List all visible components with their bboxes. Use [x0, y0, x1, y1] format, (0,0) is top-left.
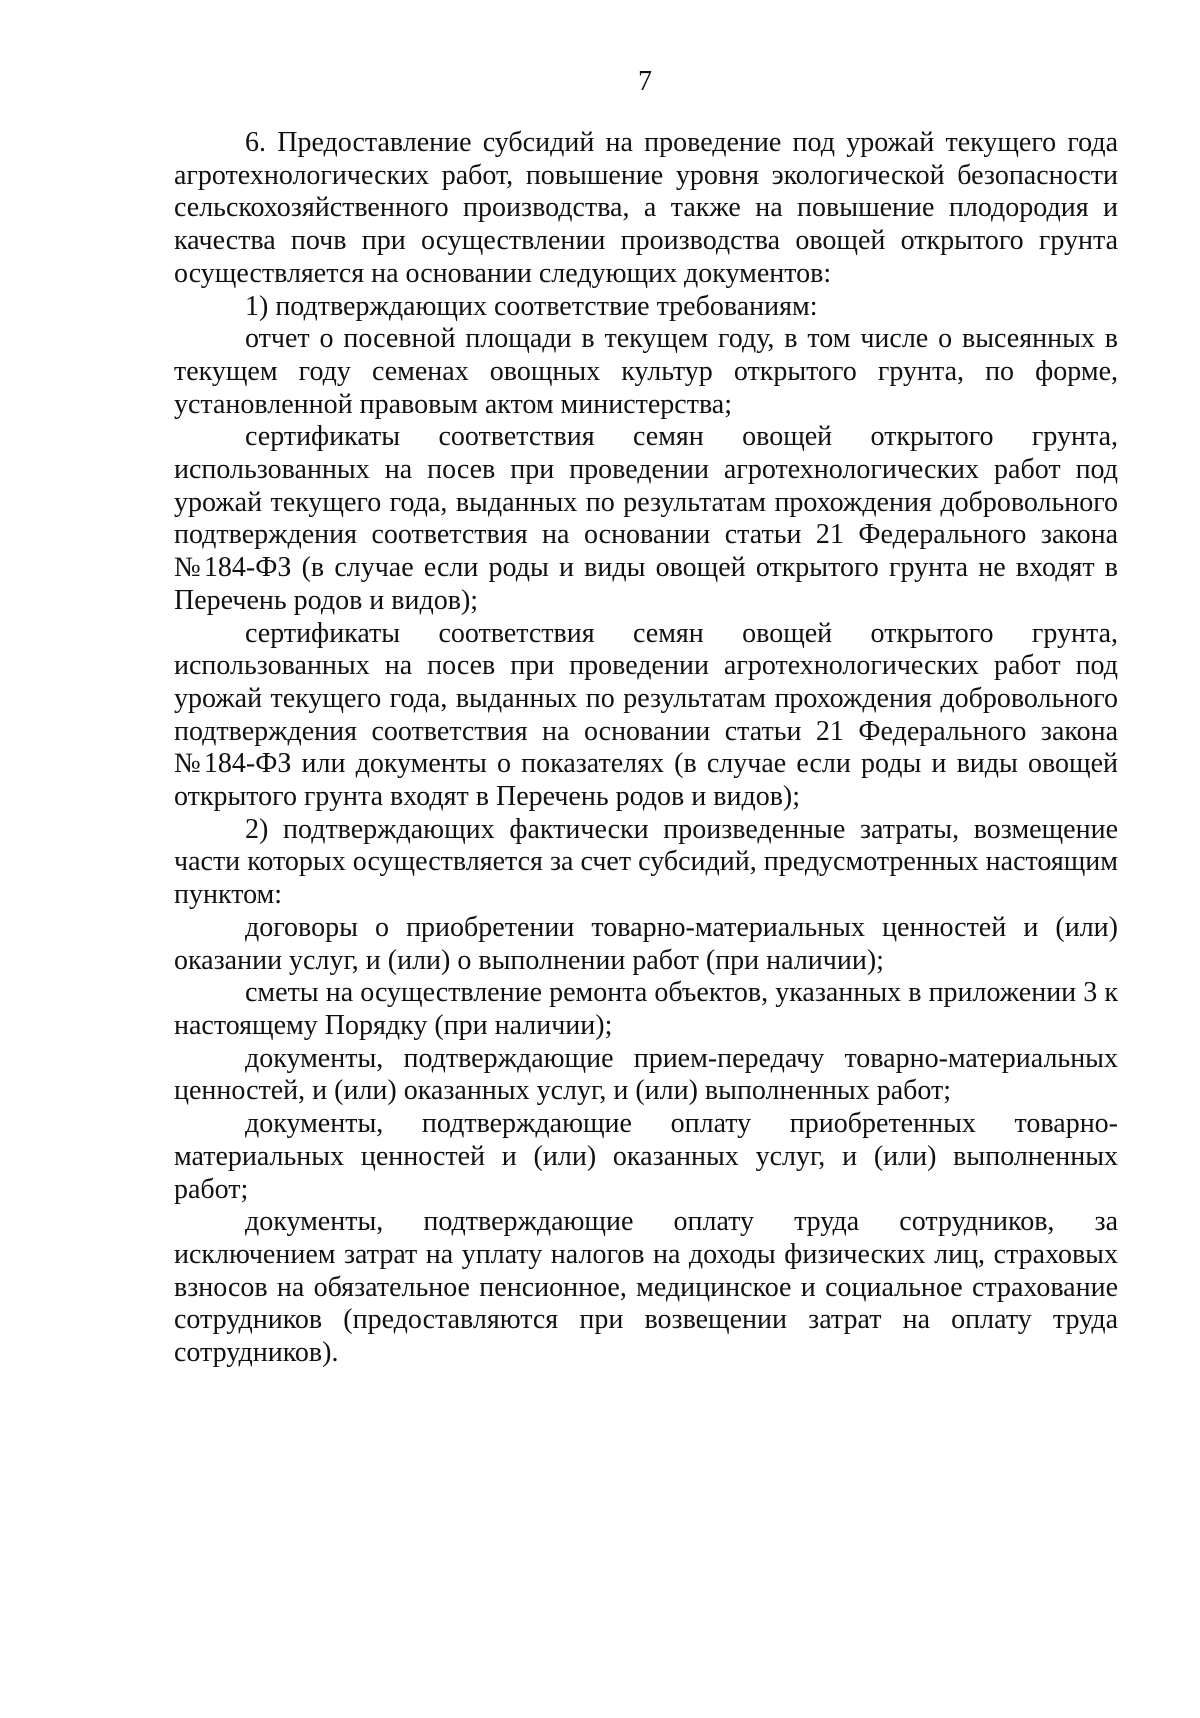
- paragraph-payment-documents: документы, подтверждающие оплату приобретенных товарно-материальных ценностей и (или) оказанных услуг, и (или) выполненных работ;: [174, 1108, 1118, 1205]
- paragraph-estimates: сметы на осуществление ремонта объектов, указанных в приложении 3 к настоящему Порядку (при наличии);: [174, 977, 1118, 1041]
- paragraph-acceptance-documents: документы, подтверждающие прием-передачу товарно-материальных ценностей, и (или) оказанных услуг, и (или) выполненных работ;: [174, 1042, 1118, 1107]
- paragraph-sowing-report: отчет о посевной площади в текущем году, в том числе о высеянных в текущем году семенах овощных культур открытого грунта, по форме, установленной правовым актом министерства;: [174, 323, 1118, 420]
- paragraph-intro: 6. Предоставление субсидий на проведение под урожай текущего года агротехнологических работ, повышение уровня экологической безопасности сельскохозяйственного производства, а также на повышение плодородия и качества почв при осуществлении производства овощей открытого грунта осуществляется на основании следующих документов:: [174, 127, 1118, 289]
- paragraph-certificates-not-listed: сертификаты соответствия семян овощей открытого грунта, использованных на посев при проведении агротехнологических работ под урожай текущего года, выданных по результатам прохождения добровольного подтверждения соответствия на основании статьи 21 Федерального закона №184-ФЗ (в случае если роды и виды овощей открытого грунта не входят в Перечень родов и видов);: [174, 421, 1118, 616]
- page-number: 7: [638, 66, 652, 97]
- paragraph-item-1: 1) подтверждающих соответствие требованиям:: [245, 290, 818, 322]
- document-body: [174, 127, 1118, 1370]
- paragraph-contracts: договоры о приобретении товарно-материальных ценностей и (или) оказании услуг, и (или) о выполнении работ (при наличии);: [174, 911, 1118, 976]
- paragraph-labor-payment-documents: документы, подтверждающие оплату труда сотрудников, за исключением затрат на уплату налогов на доходы физических лиц, страховых взносов на обязательное пенсионное, медицинское и социальное страхование сотрудников (предоставляются при возвещении затрат на оплату труда сотрудников).: [174, 1206, 1118, 1369]
- paragraph-certificates-listed: сертификаты соответствия семян овощей открытого грунта, использованных на посев при проведении агротехнологических работ под урожай текущего года, выданных по результатам прохождения добровольного подтверждения соответствия на основании статьи 21 Федерального закона №184-ФЗ или документы о показателях (в случае если роды и виды овощей открытого грунта входят в Перечень родов и видов);: [174, 617, 1118, 813]
- paragraph-item-2: 2) подтверждающих фактически произведенные затраты, возмещение части которых осуществляется за счет субсидий, предусмотренных настоящим пунктом:: [174, 813, 1118, 911]
